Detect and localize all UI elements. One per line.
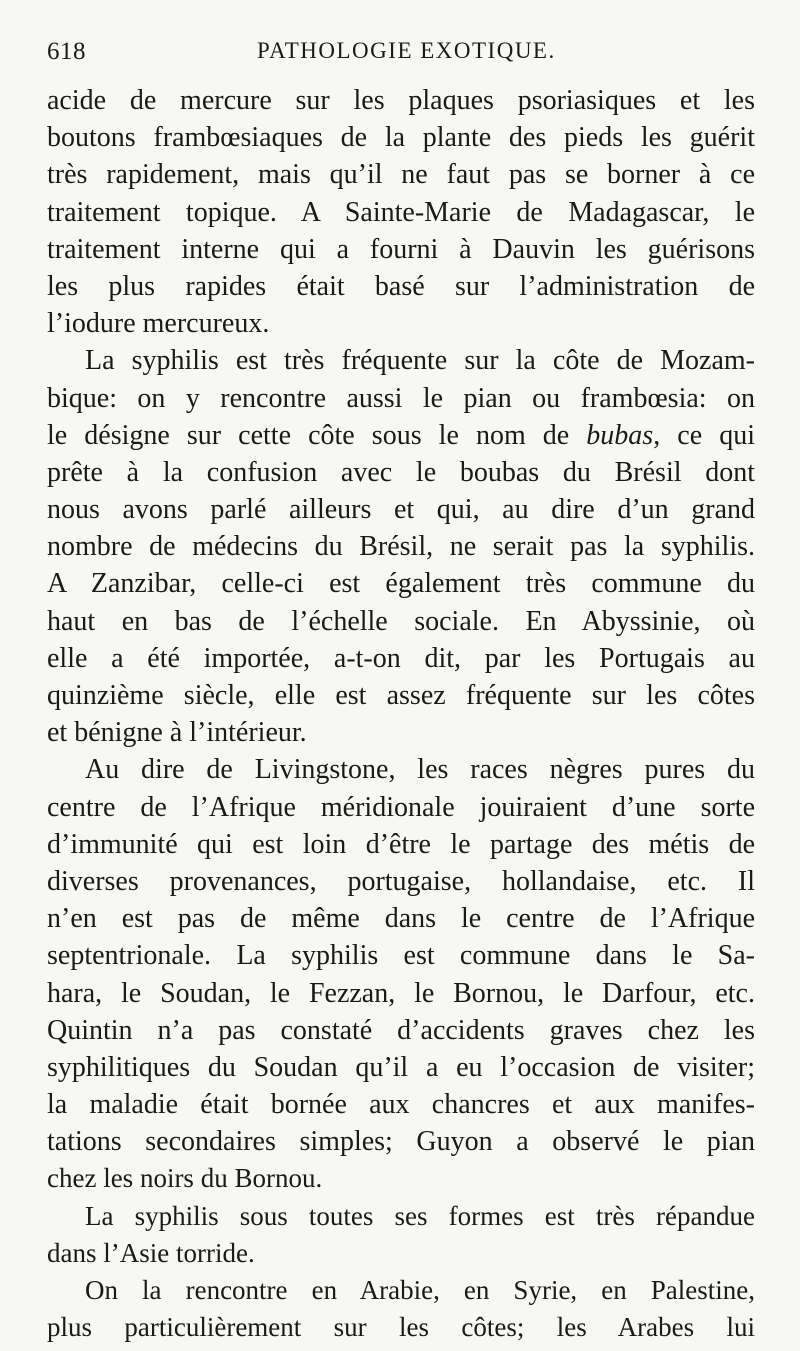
- text-line: n’en est pas de même dans le centre de l’Afrique: [47, 903, 755, 935]
- text-line: hara, le Soudan, le Fezzan, le Bornou, le Darfour, etc.: [47, 977, 755, 1009]
- text-line: acide de mercure sur les plaques psoriasiques et les: [47, 85, 755, 116]
- text-line: boutons frambœsiaques de la plante des pieds les guérit: [47, 122, 755, 154]
- text-line: septentrionale. La syphilis est commune dans le Sa-: [47, 940, 755, 972]
- text-line: syphilitiques du Soudan qu’il a eu l’occasion de visiter;: [47, 1051, 755, 1083]
- text-line: elle a été importée, a-t-on dit, par les Portugais au: [47, 642, 755, 674]
- text-line: les plus rapides était basé sur l’administration de: [47, 270, 755, 302]
- text-line: La syphilis est très fréquente sur la côte de Mozam-: [85, 345, 755, 377]
- text-line: chez les noirs du Bornou.: [47, 1163, 323, 1194]
- text-line: traitement interne qui a fourni à Dauvin les guérisons: [47, 233, 755, 265]
- running-head: [47, 38, 747, 72]
- text-line: centre de l’Afrique méridionale jouiraient d’une sorte: [47, 791, 755, 823]
- text-segment: , ce qui: [653, 419, 755, 451]
- text-line: tations secondaires simples; Guyon a observé le pian: [47, 1126, 755, 1158]
- text-segment: le désigne sur cette côte sous le nom de: [47, 419, 587, 451]
- text-line: d’immunité qui est loin d’être le partage des métis de: [47, 828, 755, 860]
- text-line: prête à la confusion avec le boubas du Brésil dont: [47, 456, 755, 488]
- text-line: haut en bas de l’échelle sociale. En Abyssinie, où: [47, 605, 755, 637]
- text-line: La syphilis sous toutes ses formes est très répandue: [85, 1200, 755, 1231]
- text-line: plus particulièrement sur les côtes; les Arabes lui: [47, 1312, 755, 1343]
- italic-term: bubas: [586, 419, 654, 451]
- text-line: l’iodure mercureux.: [47, 308, 270, 340]
- page-number: 618: [47, 38, 86, 65]
- text-line: quinzième siècle, elle est assez fréquente sur les côtes: [47, 680, 755, 711]
- text-line: On la rencontre en Arabie, en Syrie, en Palestine,: [85, 1275, 755, 1305]
- body-text: [47, 82, 755, 1346]
- text-line: nous avons parlé ailleurs et qui, au dire d’un grand: [47, 494, 755, 526]
- text-line: très rapidement, mais qu’il ne faut pas se borner à ce: [47, 159, 755, 191]
- text-line: traitement topique. A Sainte-Marie de Madagascar, le: [47, 196, 755, 228]
- text-line: Au dire de Livingstone, les races nègres pures du: [85, 754, 755, 786]
- running-title: PATHOLOGIE EXOTIQUE.: [257, 38, 556, 63]
- text-line: la maladie était bornée aux chancres et aux manifes-: [47, 1089, 755, 1121]
- text-line: diverses provenances, portugaise, hollandaise, etc. Il: [47, 865, 755, 897]
- text-line: bique: on y rencontre aussi le pian ou frambœsia: on: [47, 382, 755, 414]
- text-line: A Zanzibar, celle-ci est également très commune du: [47, 568, 755, 600]
- text-line: nombre de médecins du Brésil, ne serait pas la syphilis.: [47, 531, 755, 563]
- text-line: dans l’Asie torride.: [47, 1237, 255, 1268]
- text-line: et bénigne à l’intérieur.: [47, 717, 307, 749]
- text-line: [47, 417, 755, 454]
- text-line: Quintin n’a pas constaté d’accidents graves chez les: [47, 1014, 755, 1046]
